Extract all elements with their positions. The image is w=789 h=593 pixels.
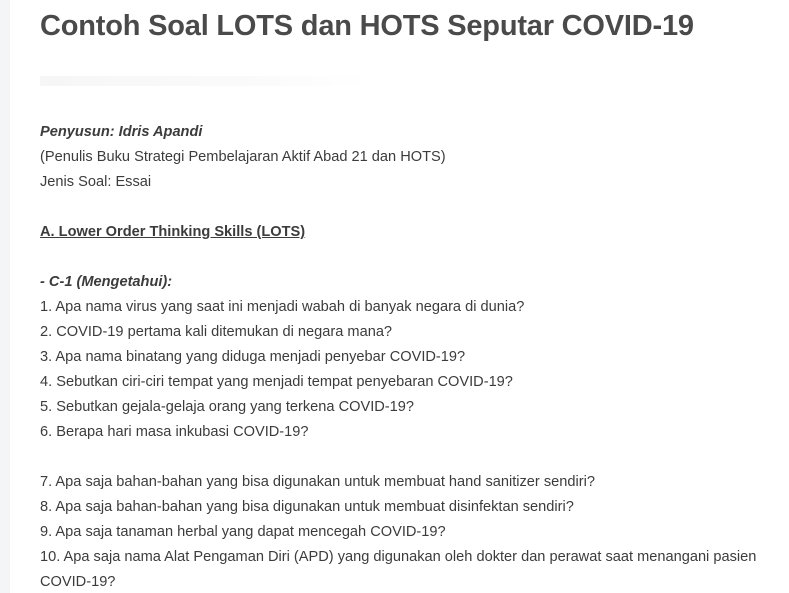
question-item-10: 10. Apa saja nama Alat Pengaman Diri (APD) yang digunakan oleh dokter dan perawat saat menangani pasien COVID-19? <box>40 549 757 590</box>
question-item-8: 8. Apa saja bahan-bahan yang bisa digunakan untuk membuat disinfektan sendiri? <box>40 499 574 515</box>
question-item-2: 2. COVID-19 pertama kali ditemukan di negara mana? <box>40 324 393 340</box>
question-item-9: 9. Apa saja tanaman herbal yang dapat mencegah COVID-19? <box>40 524 446 540</box>
spacer <box>40 245 780 270</box>
question-item-3: 3. Apa nama binatang yang diduga menjadi penyebar COVID-19? <box>40 349 466 365</box>
page-left-border <box>0 0 10 593</box>
question-item-1: 1. Apa nama virus yang saat ini menjadi wabah di banyak negara di dunia? <box>40 299 525 315</box>
question-item-6: 6. Berapa hari masa inkubasi COVID-19? <box>40 424 309 440</box>
spacer <box>40 445 780 470</box>
author-note: (Penulis Buku Strategi Pembelajaran Aktif Abad 21 dan HOTS) <box>40 149 446 165</box>
question-item-5: 5. Sebutkan gejala-gelaja orang yang terkena COVID-19? <box>40 399 415 415</box>
faded-meta-line <box>40 76 370 86</box>
question-item-7: 7. Apa saja bahan-bahan yang bisa digunakan untuk membuat hand sanitizer sendiri? <box>40 474 595 490</box>
section-a-heading: A. Lower Order Thinking Skills (LOTS) <box>40 224 306 240</box>
article-body <box>40 120 780 593</box>
spacer <box>40 195 780 220</box>
level-c1-label: - C-1 (Mengetahui): <box>40 274 173 290</box>
author-line: Penyusun: Idris Apandi <box>40 124 203 140</box>
article-title: Contoh Soal LOTS dan HOTS Seputar COVID-19 <box>40 10 694 42</box>
question-item-4: 4. Sebutkan ciri-ciri tempat yang menjadi tempat penyebaran COVID-19? <box>40 374 513 390</box>
question-type: Jenis Soal: Essai <box>40 174 152 190</box>
